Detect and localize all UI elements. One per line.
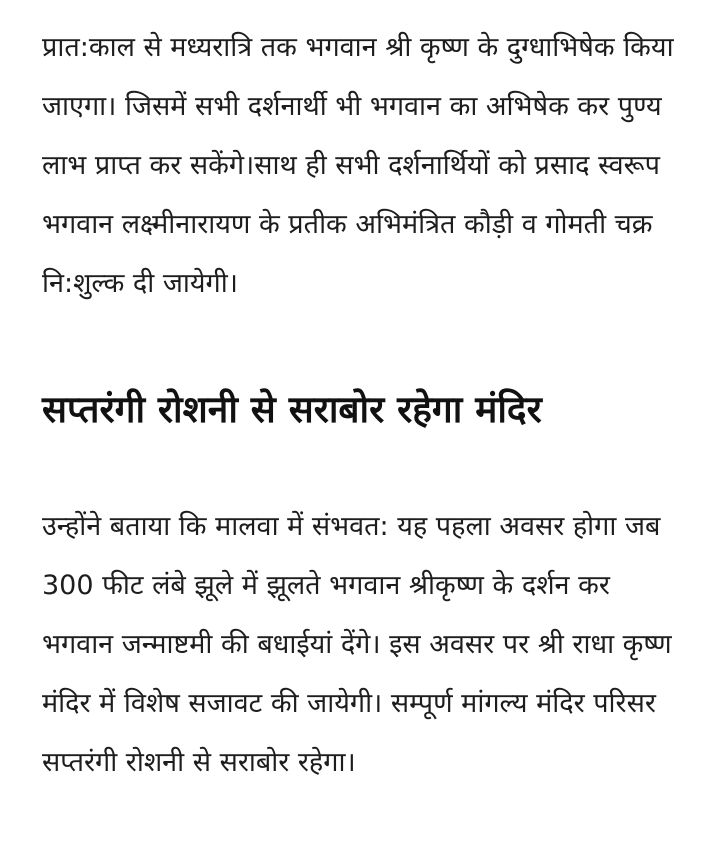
section-heading: सप्तरंगी रोशनी से सराबोर रहेगा मंदिर [42,387,542,431]
article-body [42,18,684,792]
article-paragraph-1: प्रात:काल से मध्यरात्रि तक भगवान श्री कृष्ण के दुग्धाभिषेक किया जाएगा। जिसमें सभी दर्शनार्थी भी भगवान का अभिषेक कर पुण्य लाभ प्राप्त कर सकेंगे।साथ ही सभी दर्शनार्थियों को प्रसाद स्वरूप भगवान लक्ष्मीनारायण के प्रतीक अभिमंत्रित कौड़ी व गोमती चक्र नि:शुल्क दी जायेगी। [42,32,674,299]
article-paragraph-2: उन्होंने बताया कि मालवा में संभवत: यह पहला अवसर होगा जब 300 फीट लंबे झूले में झूलते भगवान श्रीकृष्ण के दर्शन कर भगवान जन्माष्टमी की बधाईयां देंगे। इस अवसर पर श्री राधा कृष्ण मंदिर में विशेष सजावट की जायेगी। सम्पूर्ण मांगल्य मंदिर परिसर सप्तरंगी रोशनी से सराबोर रहेगा। [42,511,672,778]
